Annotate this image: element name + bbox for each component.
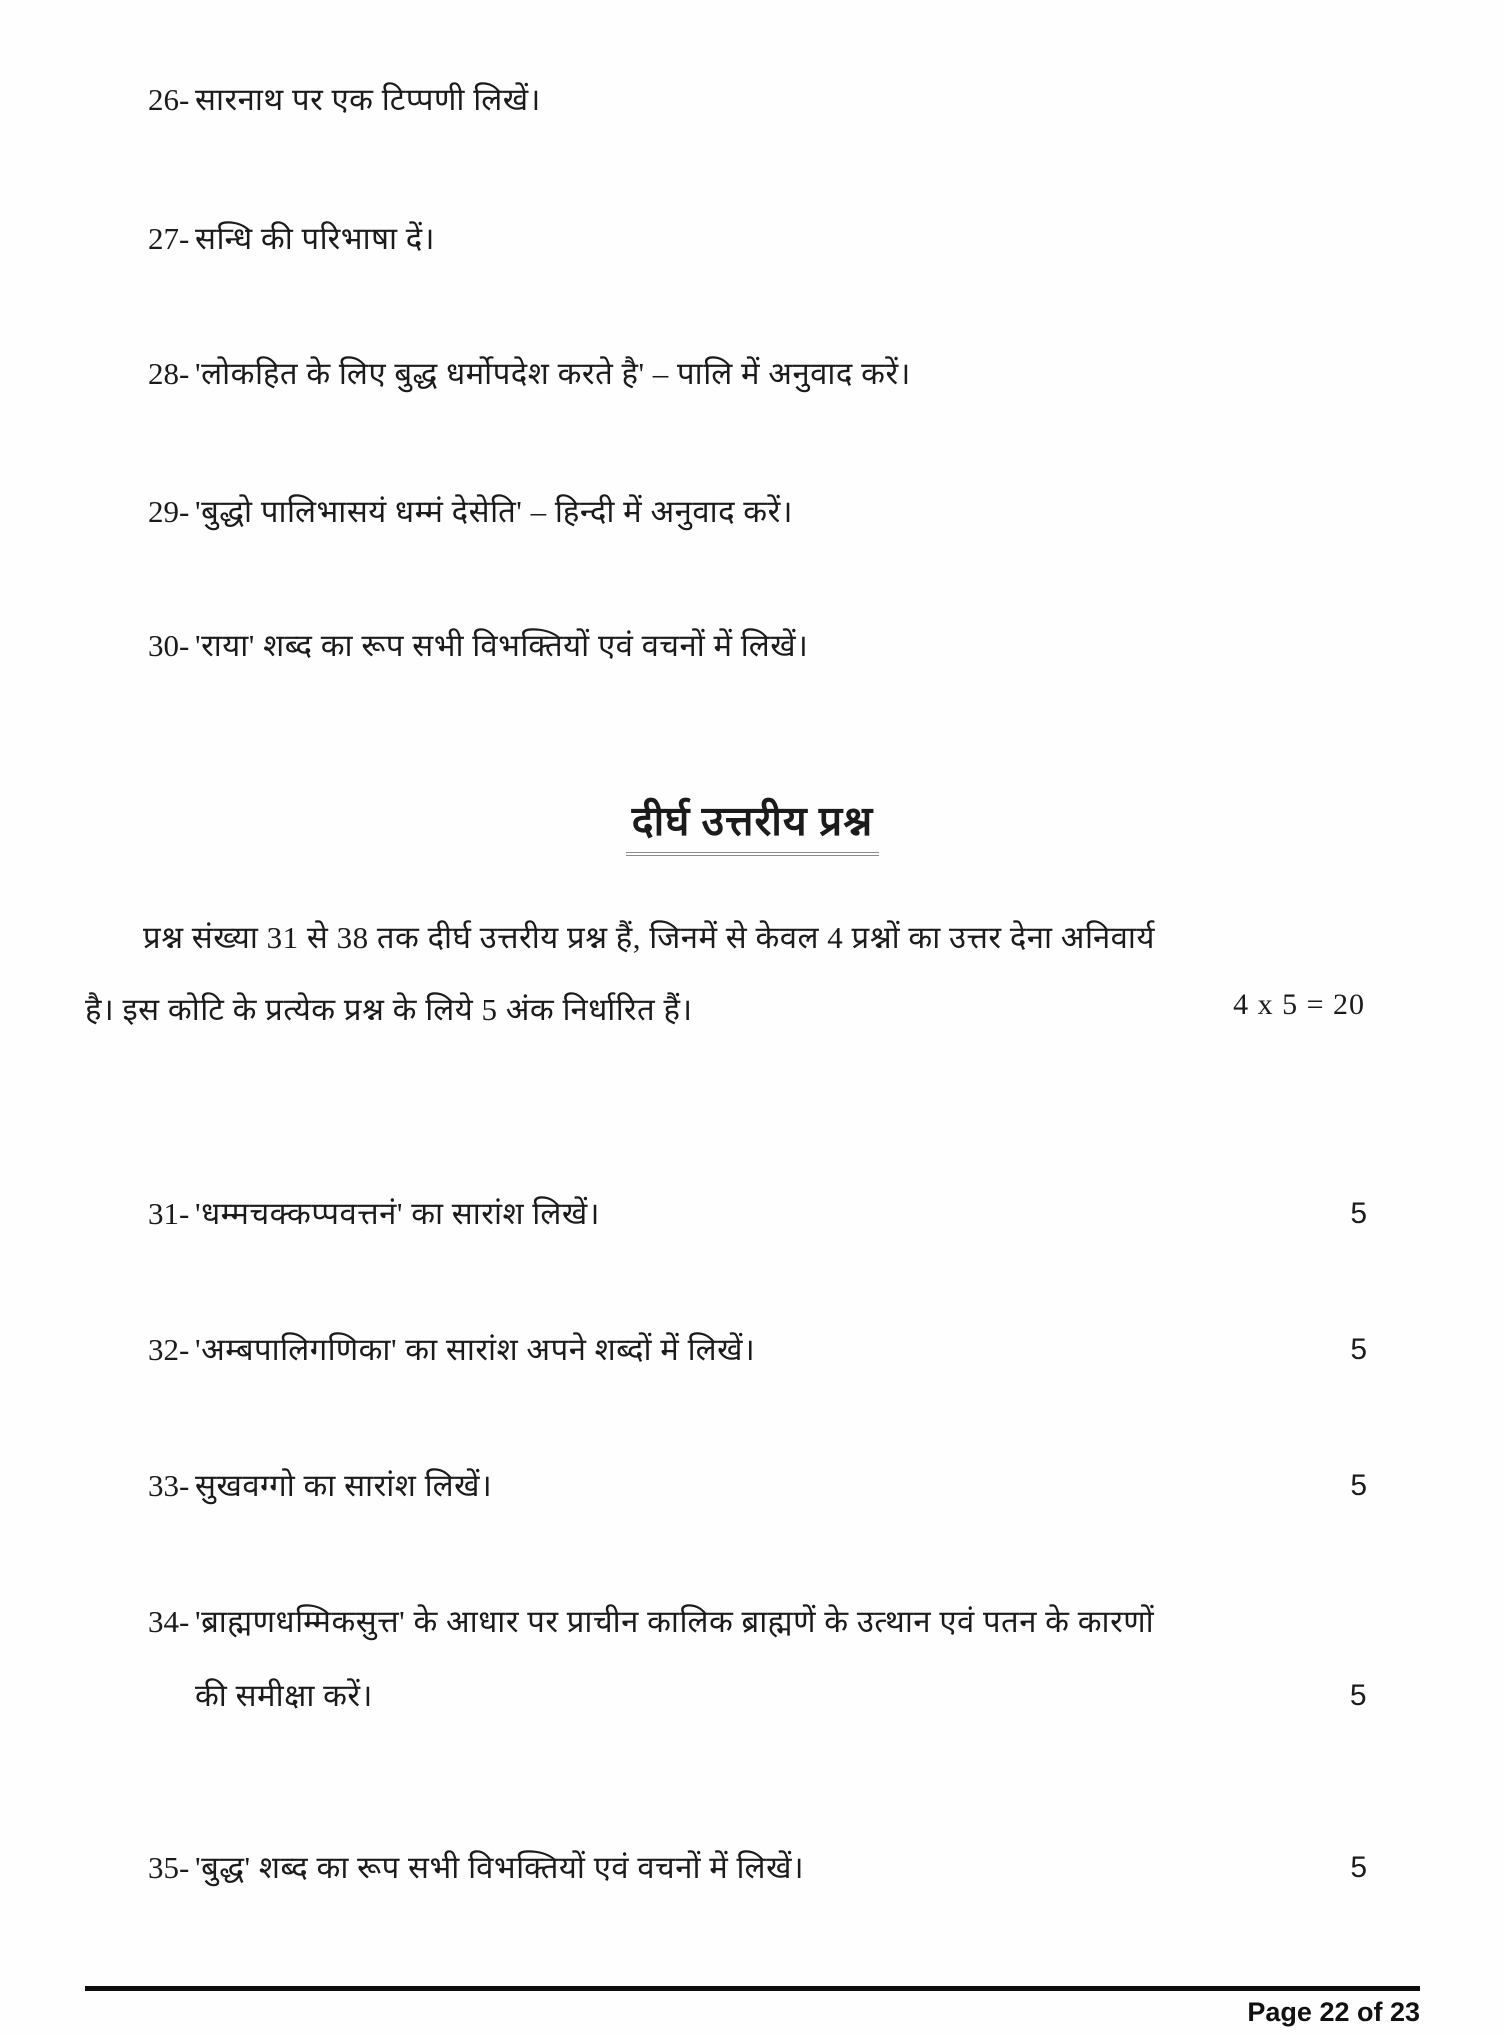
question-number: 35- (148, 1850, 190, 1885)
question-text: 'बुद्धो पालिभासयं धम्मं देसेति' – हिन्दी में अनुवाद करें। (195, 494, 794, 529)
question-number: 29- (148, 494, 190, 529)
question-row-34 (148, 1600, 1367, 1645)
question-row-33 (148, 1464, 1367, 1509)
question-marks: 5 (1350, 1333, 1367, 1366)
page-number-label: Page 22 of 23 (1247, 1997, 1420, 2027)
question-number: 32- (148, 1332, 190, 1367)
question-number: 27- (148, 221, 190, 256)
question-text: सुखवग्गो का सारांश लिखें। (195, 1468, 493, 1503)
instruction-line-2: है। इस कोटि के प्रत्येक प्रश्न के लिये 5 अंक निर्धारित हैं। (85, 992, 693, 1027)
question-number: 33- (148, 1468, 190, 1503)
marks-formula: 4 x 5 = 20 (1233, 988, 1365, 1021)
question-marks: 5 (1349, 1679, 1367, 1712)
question-number: 28- (148, 356, 190, 391)
question-row-28 (148, 352, 1367, 397)
question-number: 31- (148, 1196, 190, 1231)
instruction-line-1: प्रश्न संख्या 31 से 38 तक दीर्घ उत्तरीय प्रश्न हैं, जिनमें से केवल 4 प्रश्नों का उत्तर देना अनिवार्य (143, 920, 1155, 955)
question-marks: 5 (1350, 1851, 1367, 1884)
question-text: 'बुद्ध' शब्द का रूप सभी विभक्तियों एवं वचनों में लिखें। (195, 1850, 805, 1885)
question-marks: 5 (1350, 1469, 1367, 1502)
question-row-35 (148, 1846, 1367, 1891)
question-row-26 (148, 78, 1367, 123)
question-text: 'राया' शब्द का रूप सभी विभक्तियों एवं वचनों में लिखें। (195, 628, 809, 663)
question-text: 'ब्राह्मणधम्मिकसुत्त' के आधार पर प्राचीन कालिक ब्राह्मणें के उत्थान एवं पतन के कारणों (195, 1604, 1155, 1639)
question-row-34-continued (195, 1674, 1367, 1719)
question-row-27 (148, 217, 1367, 262)
question-number: 26- (148, 82, 190, 117)
question-text: 'धम्मचक्कप्पवत्तनं' का सारांश लिखें। (195, 1196, 600, 1231)
question-text: सारनाथ पर एक टिप्पणी लिखें। (195, 82, 541, 117)
section-heading-wrap (0, 792, 1505, 856)
question-text: 'अम्बपालिगणिका' का सारांश अपने शब्दों में लिखें। (195, 1332, 756, 1367)
question-text: सन्धि की परिभाषा दें। (195, 221, 436, 256)
question-row-31 (148, 1192, 1367, 1237)
footer-divider (85, 1986, 1420, 1991)
question-row-30 (148, 624, 1367, 669)
question-number: 30- (148, 628, 190, 663)
question-row-29 (148, 490, 1367, 535)
question-row-32 (148, 1328, 1367, 1373)
question-text-continued: की समीक्षा करें। (195, 1678, 373, 1713)
question-number: 34- (148, 1604, 190, 1639)
question-text: 'लोकहित के लिए बुद्ध धर्मोपदेश करते है' – पालि में अनुवाद करें। (195, 356, 911, 391)
section-heading: दीर्घ उत्तरीय प्रश्न (626, 792, 879, 856)
question-marks: 5 (1350, 1197, 1367, 1230)
